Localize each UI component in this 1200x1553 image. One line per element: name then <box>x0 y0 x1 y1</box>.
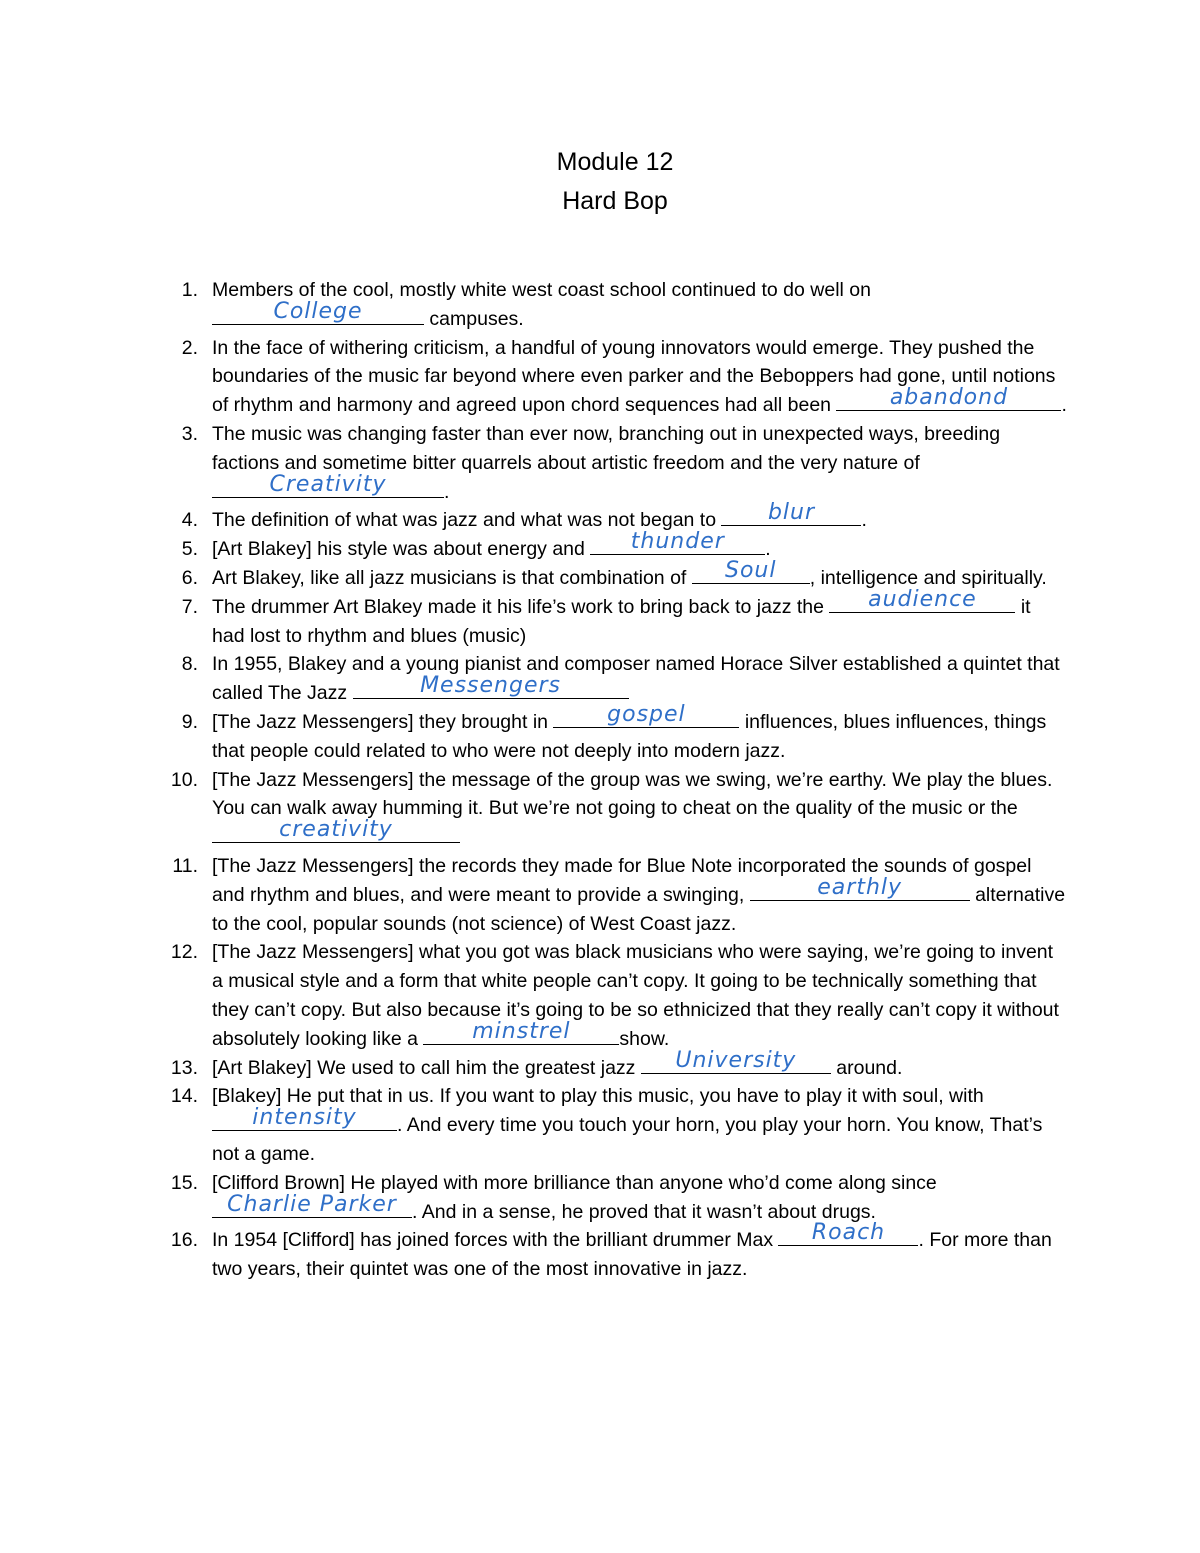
answer-blank[interactable] <box>353 673 629 699</box>
question-text-end: . And every time you touch your horn, you play your horn. You know, That’s not a game. <box>212 1114 1043 1165</box>
question-text-end: show. <box>619 1027 670 1050</box>
question-text-end: influences, blues influences, things that people could related to who were not deeply into modern jazz. <box>212 710 1047 762</box>
answer-blank[interactable] <box>778 1220 918 1246</box>
question-item <box>168 650 1068 708</box>
handwritten-answer: earthly <box>817 874 903 900</box>
answer-blank[interactable] <box>212 298 424 325</box>
question-item <box>168 334 1068 420</box>
answer-blank[interactable] <box>750 874 970 901</box>
answer-blank[interactable] <box>829 586 1015 613</box>
question-text: In 1954 [Clifford] has joined forces with the brilliant drummer Max <box>212 1229 779 1252</box>
question-text: In the face of withering criticism, a handful of young innovators would emerge. They pushed the boundaries of the music far beyond where even parker and the Beboppers had gone, until notions of rhythm and harmony and agreed upon chord sequences had all been <box>212 336 1056 417</box>
question-item <box>168 276 1068 334</box>
question-text-end: . <box>444 480 450 503</box>
module-title: Module 12 <box>556 148 674 176</box>
question-text: Art Blakey, like all jazz musicians is that combination of <box>212 566 692 589</box>
handwritten-answer: intensity <box>252 1105 357 1131</box>
question-number: 1. <box>181 279 198 301</box>
answer-blank[interactable] <box>721 500 861 526</box>
answer-blank[interactable] <box>692 557 810 584</box>
question-text: Members of the cool, mostly white west coast school continued to do well on <box>212 279 871 301</box>
question-text: [The Jazz Messengers] what you got was black musicians who were saying, we’re going to invent a musical style and a form that white people can’t copy. It going to be technically something that they can’t copy. But also because it’s going to be so ethnicized that they really can’t copy it without absolutely looking like a <box>212 941 1059 1050</box>
question-text: [Clifford Brown] He played with more brilliance than anyone who’d come along since <box>212 1171 937 1194</box>
answer-blank[interactable] <box>212 1105 397 1131</box>
question-item <box>168 852 1068 938</box>
question-text-end: it had lost to rhythm and blues (music) <box>212 595 1031 647</box>
question-item <box>168 1047 1068 1083</box>
question-text-end: campuses. <box>424 307 524 330</box>
question-text-end: . And in a sense, he proved that it wasn’t about drugs. <box>412 1200 876 1223</box>
answer-blank[interactable] <box>212 1191 412 1218</box>
question-text: [Blakey] He put that in us. If you want to play this music, you have to play it with soul, with <box>212 1085 984 1108</box>
question-text-end: alternative to the cool, popular sounds (not science) of West Coast jazz. <box>212 883 1066 935</box>
question-text: [The Jazz Messengers] the records they made for Blue Note incorporated the sounds of gospel and rhythm and blues, and were meant to provide a swinging, <box>212 854 1032 906</box>
question-item <box>168 586 1068 651</box>
question-number: 2. <box>181 336 198 359</box>
question-number: 4. <box>181 509 198 532</box>
question-number: 6. <box>181 566 198 589</box>
handwritten-answer: creativity <box>279 817 393 843</box>
handwritten-answer: thunder <box>630 529 725 555</box>
question-item <box>168 938 1068 1053</box>
handwritten-answer: audience <box>868 586 977 612</box>
question-number: 13. <box>170 1056 198 1079</box>
question-number: 11. <box>172 854 198 877</box>
question-text-end: . For more than two years, their quintet was one of the most innovative in jazz. <box>212 1229 1052 1281</box>
question-number: 7. <box>181 595 198 618</box>
answer-blank[interactable] <box>590 529 765 555</box>
question-text: The definition of what was jazz and what was not began to <box>212 509 722 532</box>
question-number: 15. <box>170 1171 198 1194</box>
handwritten-answer: blur <box>767 500 816 526</box>
handwritten-answer: gospel <box>607 701 686 727</box>
question-text: The music was changing faster than ever now, branching out in unexpected ways, breeding factions and sometime bitter quarrels about artistic freedom and the very nature of <box>212 422 1001 474</box>
question-text-end: around. <box>830 1056 903 1079</box>
question-number: 10. <box>170 768 198 791</box>
question-number: 14. <box>170 1085 198 1108</box>
question-list <box>168 276 1068 1284</box>
question-number: 9. <box>181 710 198 733</box>
handwritten-answer: minstrel <box>472 1018 571 1044</box>
question-item <box>168 420 1068 506</box>
module-subtitle: Hard Bop <box>562 187 668 215</box>
question-text-end: , intelligence and spiritually. <box>809 566 1047 589</box>
question-text-end: . <box>861 509 867 532</box>
answer-blank[interactable] <box>423 1018 619 1045</box>
handwritten-answer: Charlie Parker <box>227 1191 397 1217</box>
handwritten-answer: Soul <box>725 557 777 583</box>
question-number: 5. <box>181 538 198 561</box>
question-text: [The Jazz Messengers] they brought in <box>212 710 554 733</box>
answer-blank[interactable] <box>641 1047 831 1074</box>
question-item <box>168 500 1068 535</box>
question-text-end: . <box>765 538 771 561</box>
question-item <box>168 1169 1068 1227</box>
answer-blank[interactable] <box>836 385 1061 411</box>
question-item <box>168 1082 1068 1168</box>
question-text: [Art Blakey] We used to call him the greatest jazz <box>212 1056 641 1079</box>
handwritten-answer: Creativity <box>269 471 387 497</box>
question-number: 3. <box>181 422 198 445</box>
question-text: [Art Blakey] his style was about energy and <box>212 538 591 561</box>
question-item <box>168 1220 1068 1284</box>
question-text-end: . <box>1061 394 1067 417</box>
question-text: The drummer Art Blakey made it his life’s work to bring back to jazz the <box>212 595 830 618</box>
question-number: 8. <box>181 653 198 676</box>
answer-blank[interactable] <box>212 471 444 498</box>
question-number: 16. <box>170 1229 198 1252</box>
handwritten-answer: abandond <box>889 385 1009 411</box>
question-item <box>168 766 1068 852</box>
handwritten-answer: Roach <box>811 1220 886 1246</box>
question-item <box>168 701 1068 766</box>
worksheet-header <box>0 143 1200 221</box>
handwritten-answer: Messengers <box>420 673 562 699</box>
answer-blank[interactable] <box>553 701 739 728</box>
handwritten-answer: University <box>675 1047 797 1073</box>
question-text: [The Jazz Messengers] the message of the group was we swing, we’re earthy. We play the blues. You can walk away humming it. But we’re not going to cheat on the quality of the music or the <box>212 768 1053 820</box>
question-text: In 1955, Blakey and a young pianist and composer named Horace Silver established a quintet that called The Jazz <box>212 653 1060 705</box>
answer-blank[interactable] <box>212 817 460 843</box>
question-number: 12. <box>170 941 198 964</box>
question-item <box>168 529 1068 564</box>
handwritten-answer: College <box>273 298 363 324</box>
